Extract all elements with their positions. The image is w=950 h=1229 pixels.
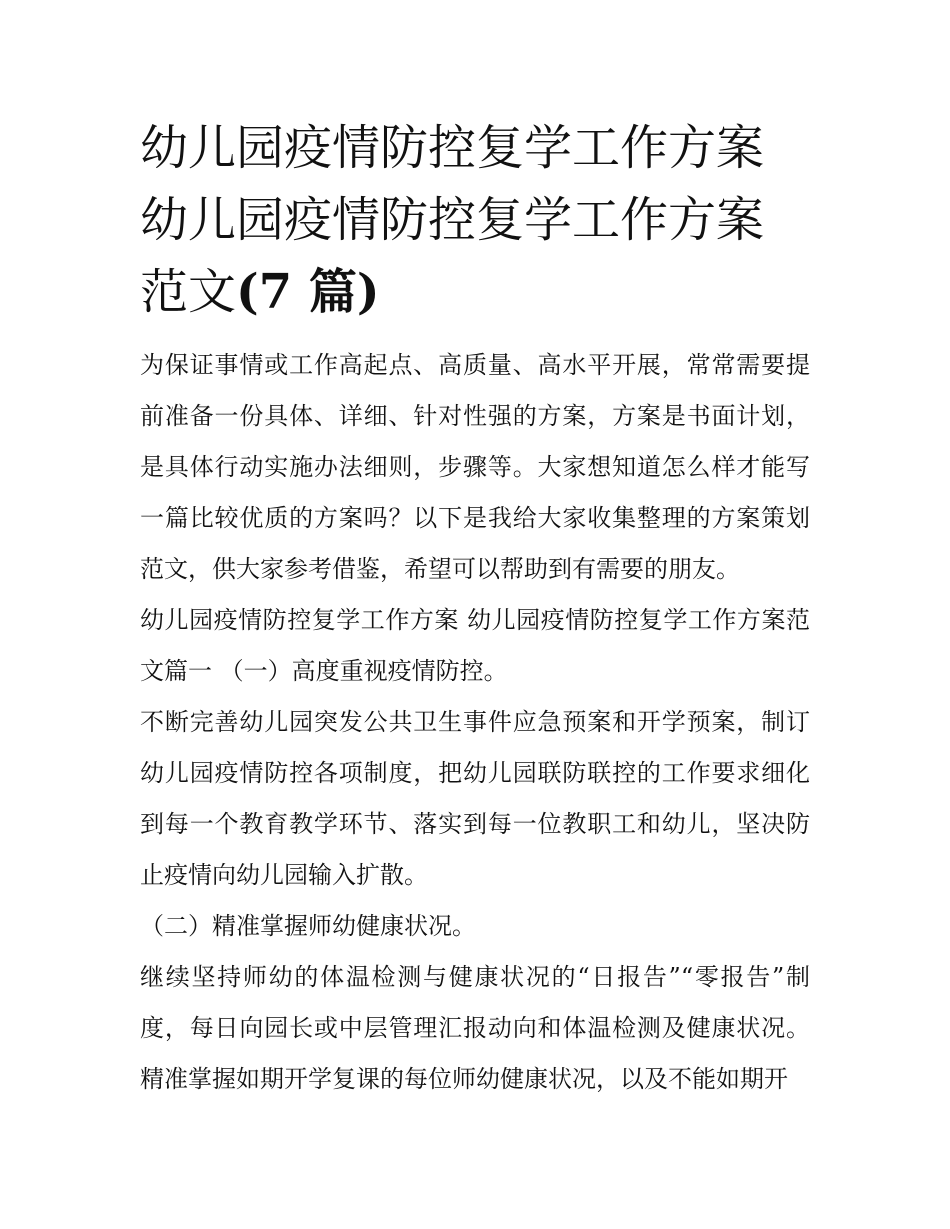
title-line-2: 幼儿园疫情防控复学工作方案 xyxy=(140,192,765,248)
document-page xyxy=(140,112,820,1105)
title-line-1: 幼儿园疫情防控复学工作方案 xyxy=(140,120,765,176)
intro-paragraph: 为保证事情或工作高起点、高质量、高水平开展，常常需要提前准备一份具体、详细、针对性强的方案，方案是书面计划，是具体行动实施办法细则，步骤等。大家想知道怎么样才能写一篇比较优质的方案吗？以下是我给大家收集整理的方案策划范文，供大家参考借鉴，希望可以帮助到有需要的朋友。 xyxy=(140,351,810,583)
section-heading-paragraph: 幼儿园疫情防控复学工作方案 幼儿园疫情防控复学工作方案范文篇一 （一）高度重视疫情防控。 xyxy=(140,606,810,685)
document-title xyxy=(140,112,800,328)
title-line-3-prefix: 范文 xyxy=(140,264,237,320)
body-paragraph-reporting: 继续坚持师幼的体温检测与健康状况的“日报告”“零报告”制度，每日向园长或中层管理汇报动向和体温检测及健康状况。精准掌握如期开学复课的每位师幼健康状况，以及不能如期开 xyxy=(140,963,810,1093)
title-line-3-count: (7 篇) xyxy=(236,264,380,320)
body-paragraph-prevention: 不断完善幼儿园突发公共卫生事件应急预案和开学预案，制订幼儿园疫情防控各项制度，把幼儿园联防联控的工作要求细化到每一个教育教学环节、落实到每一位教职工和幼儿，坚决防止疫情向幼儿园输入扩散。 xyxy=(140,708,810,889)
subheading-health-status: （二）精准掌握师幼健康状况。 xyxy=(140,912,476,940)
